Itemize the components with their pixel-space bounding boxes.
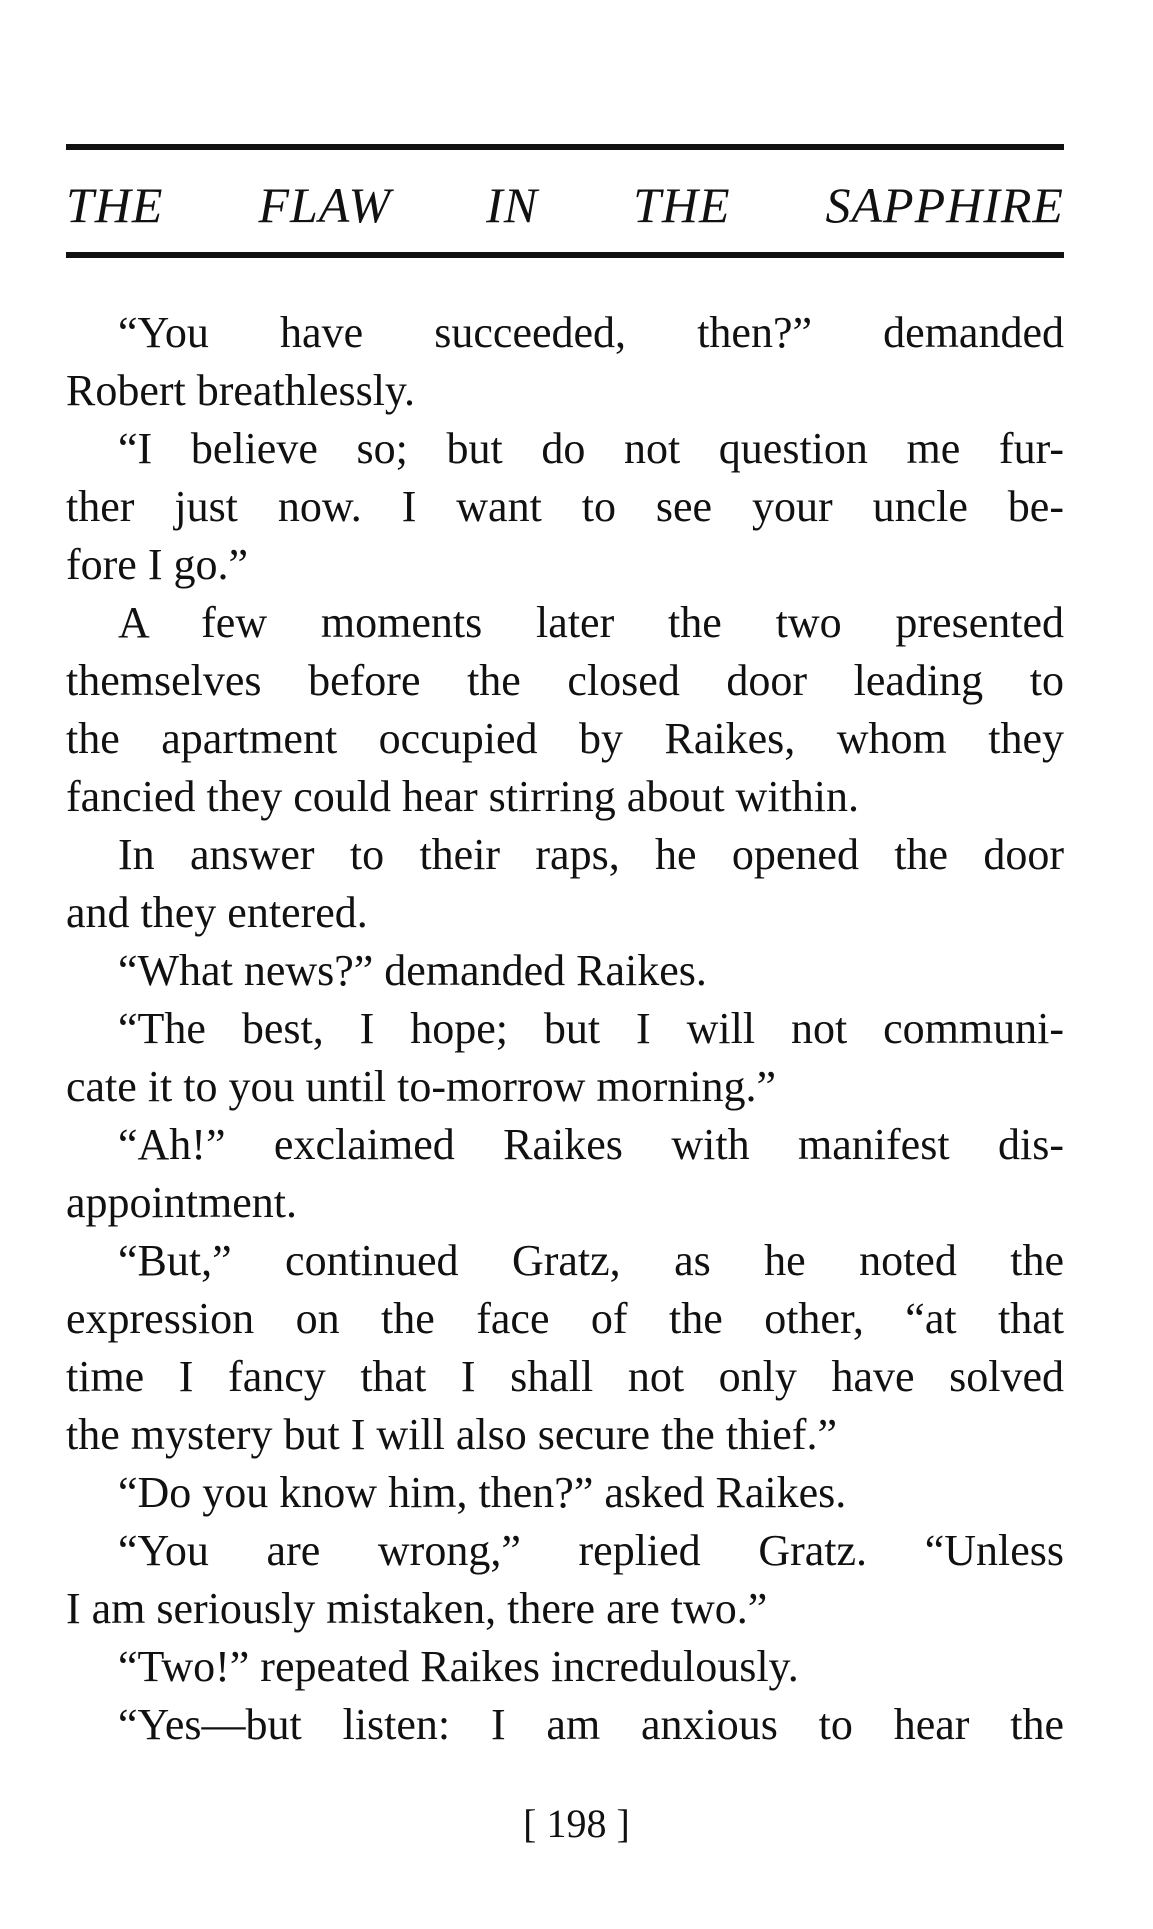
- running-head: [66, 172, 1064, 238]
- text-line: the mystery but I will also secure the thief.”: [66, 1410, 837, 1459]
- running-head-word: FLAW: [258, 177, 392, 233]
- running-head-word: SAPPHIRE: [825, 177, 1064, 233]
- running-head-word: THE: [66, 177, 164, 233]
- text-line: time I fancy that I shall not only have solved: [66, 1352, 1064, 1401]
- text-line: fore I go.”: [66, 540, 249, 589]
- text-line: “Ah!” exclaimed Raikes with manifest dis-: [118, 1120, 1064, 1169]
- body-text: [66, 304, 1064, 1754]
- text-line: I am seriously mistaken, there are two.”: [66, 1584, 768, 1633]
- header-rule-top: [66, 144, 1064, 150]
- text-line: ther just now. I want to see your uncle be-: [66, 482, 1064, 531]
- text-line: cate it to you until to-morrow morning.”: [66, 1062, 776, 1111]
- text-line: “What news?” demanded Raikes.: [118, 946, 707, 995]
- text-line: “Yes—but listen: I am anxious to hear the: [118, 1700, 1064, 1749]
- text-line: appointment.: [66, 1178, 297, 1227]
- text-line: Robert breathlessly.: [66, 366, 416, 415]
- text-line: “Two!” repeated Raikes incredulously.: [118, 1642, 799, 1691]
- text-line: “I believe so; but do not question me fur-: [118, 424, 1064, 473]
- text-line: “But,” continued Gratz, as he noted the: [118, 1236, 1064, 1285]
- text-line: “The best, I hope; but I will not communi-: [118, 1004, 1064, 1053]
- running-head-word: IN: [486, 177, 539, 233]
- page-number: [ 198 ]: [523, 1801, 630, 1846]
- text-line: expression on the face of the other, “at that: [66, 1294, 1064, 1343]
- text-line: In answer to their raps, he opened the door: [118, 830, 1064, 879]
- header-rule-bottom: [66, 252, 1064, 258]
- text-line: and they entered.: [66, 888, 368, 937]
- text-line: fancied they could hear stirring about within.: [66, 772, 859, 821]
- text-line: themselves before the closed door leading to: [66, 656, 1064, 705]
- text-line: “You have succeeded, then?” demanded: [118, 308, 1064, 357]
- running-head-word: THE: [633, 177, 731, 233]
- text-line: the apartment occupied by Raikes, whom they: [66, 714, 1064, 763]
- text-line: “Do you know him, then?” asked Raikes.: [118, 1468, 847, 1517]
- text-line: “You are wrong,” replied Gratz. “Unless: [118, 1526, 1064, 1575]
- text-line: A few moments later the two presented: [118, 598, 1064, 647]
